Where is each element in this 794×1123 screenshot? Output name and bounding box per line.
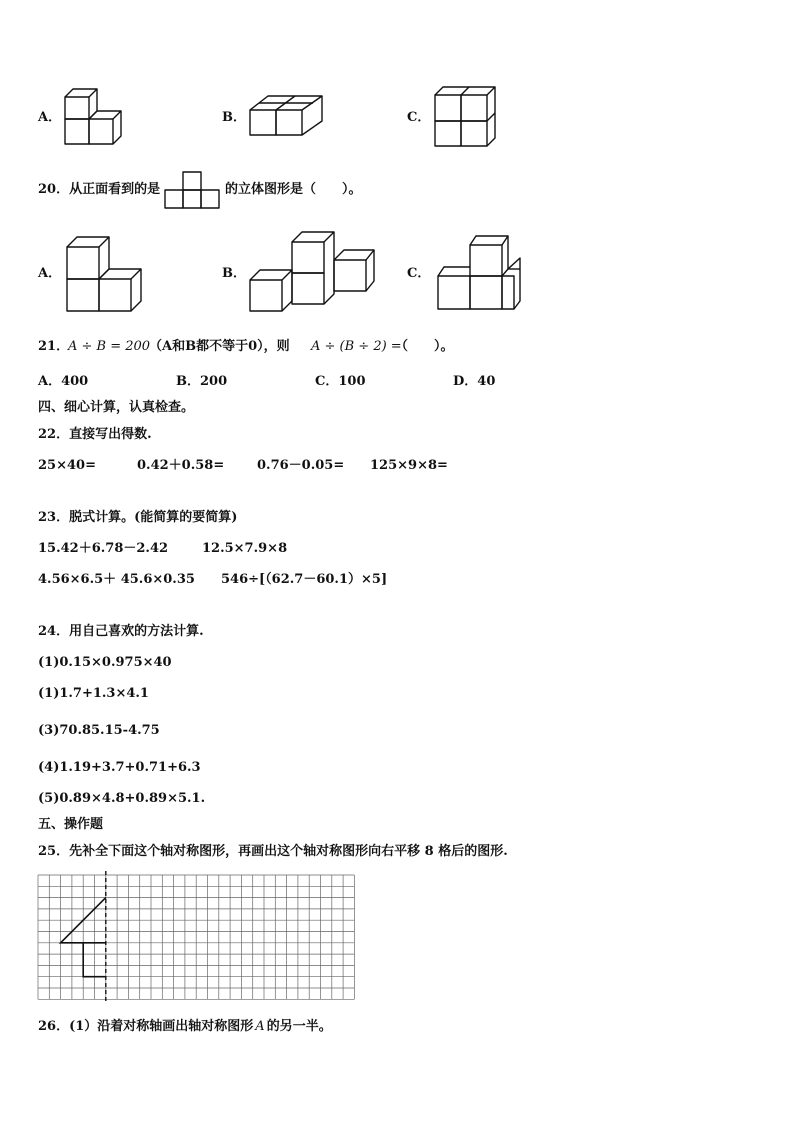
q22-item-4: 125×9×8=: [370, 458, 448, 473]
q20-text-before: 20．从正面看到的是: [38, 182, 161, 197]
q23-item-1: 15.42＋6.78－2.42: [38, 541, 169, 556]
q24-item-5: (5)0.89×4.8+0.89×5.1.: [38, 791, 206, 806]
q20-text-after: 的立体图形是（ ）。: [225, 182, 362, 197]
q22-title: 22．直接写出得数.: [38, 427, 152, 442]
q23-title: 23．脱式计算。(能简算的要简算): [38, 510, 238, 525]
q21-option-a: A．400: [38, 374, 89, 389]
q20-front-view-figure: [164, 171, 224, 211]
q19-option-c-label: C．: [407, 110, 431, 125]
q26-variable: A: [255, 1019, 265, 1034]
q20-option-a-figure: [64, 234, 146, 314]
q22-item-3: 0.76－0.05=: [257, 458, 345, 473]
q20-option-a-label: A．: [38, 266, 62, 281]
q22-item-1: 25×40=: [38, 458, 96, 473]
q21-option-c: C．100: [315, 374, 366, 389]
q23-item-4: 546÷[（62.7－60.1）×5]: [221, 572, 388, 587]
q25-grid-figure: [37, 874, 357, 1004]
q19-option-a-figure: [62, 88, 132, 148]
q19-option-c-figure: [432, 86, 502, 148]
q25-title: 25．先补全下面这个轴对称图形，再画出这个轴对称图形向右平移 8 格后的图形.: [38, 844, 508, 859]
q20-option-c-label: C．: [407, 266, 431, 281]
q20-option-c-figure: [436, 233, 528, 313]
q19-option-b-label: B．: [222, 110, 246, 125]
q23-item-3: 4.56×6.5＋ 45.6×0.35: [38, 572, 195, 587]
q19-option-a-label: A．: [38, 110, 62, 125]
section-5-heading: 五、操作题: [38, 817, 104, 832]
q20-option-b-label: B．: [222, 266, 246, 281]
q24-item-3: (3)70.85.15-4.75: [38, 723, 160, 738]
q26-text-before: 26．(1）沿着对称轴画出轴对称图形: [38, 1019, 254, 1034]
q24-title: 24．用自己喜欢的方法计算.: [38, 624, 204, 639]
q21-option-d: D．40: [453, 374, 496, 389]
q24-item-4: (4)1.19+3.7+0.71+6.3: [38, 760, 201, 775]
q23-item-2: 12.5×7.9×8: [202, 541, 288, 556]
q20-option-b-figure: [247, 230, 377, 314]
q21-condition: （A和B都不等于0），则: [149, 339, 290, 354]
q21-formula2: A ÷ (B ÷ 2) =: [311, 339, 402, 354]
q22-item-2: 0.42＋0.58=: [137, 458, 225, 473]
q21-formula: A ÷ B = 200: [68, 339, 151, 354]
q24-item-1: (1)0.15×0.975×40: [38, 655, 172, 670]
q21-option-b: B．200: [176, 374, 228, 389]
q19-option-b-figure: [248, 94, 333, 144]
section-4-heading: 四、细心计算，认真检查。: [38, 400, 195, 415]
q26-text-after: 的另一半。: [266, 1019, 332, 1034]
q26-text: [38, 1019, 332, 1035]
q21-number: 21．: [38, 339, 70, 354]
q24-item-2: (1)1.7+1.3×4.1: [38, 686, 149, 701]
q21-blank: （ ）。: [395, 339, 454, 354]
